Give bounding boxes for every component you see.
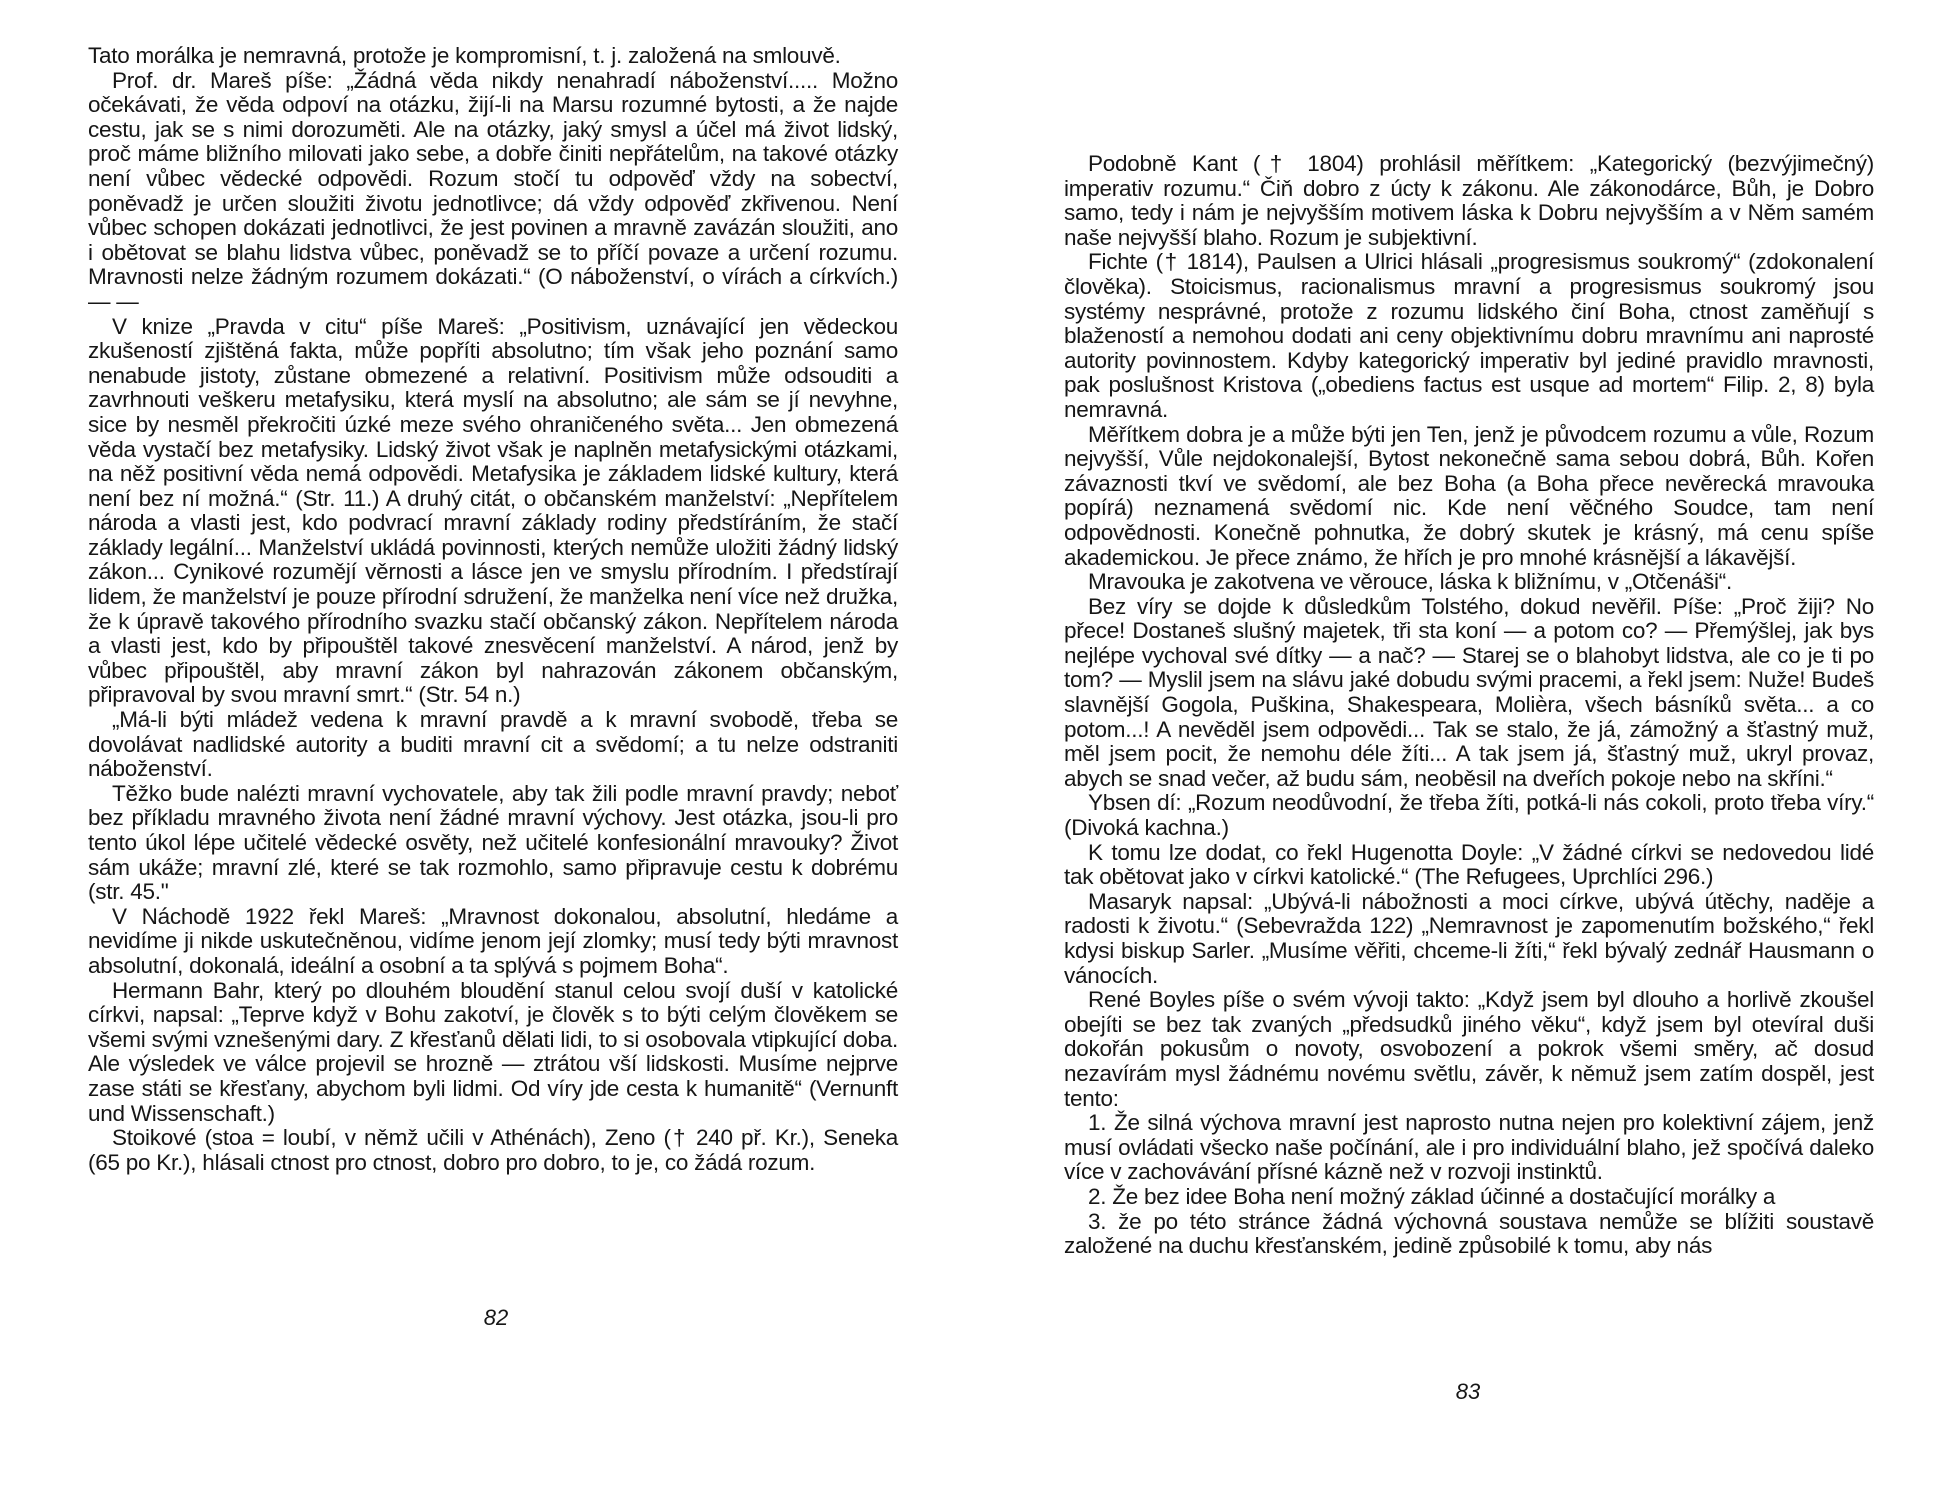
page-number-left: 82 [483, 1305, 509, 1330]
paragraph: Ybsen dí: „Rozum neodůvodní, že třeba žíti, potká-li nás cokoli, proto třeba víry.“ (Divoká kachna.) [1064, 790, 1874, 841]
paragraph: Tato morálka je nemravná, protože je kompromisní, t. j. založená na smlouvě. [88, 43, 841, 68]
list-item: 1. Že silná výchova mravní jest naprosto nutna nejen pro kolektivní zájem, jenž musí ovládati všecko naše počínání, ale i pro individuální blaho, jež spočívá daleko více v zachovávání přísné kázně než v rozvoji instinktů. [1064, 1110, 1874, 1185]
paragraph: K tomu lze dodat, co řekl Hugenotta Doyle: „V žádné církvi se nedovedou lidé tak obětovat jako v církvi katolické.“ (The Refugees, Uprchlíci 296.) [1064, 839, 1874, 890]
paragraph: Fichte († 1814), Paulsen a Ulrici hlásali „progresismus soukromý“ (zdokonalení člověka). Stoicismus, racionalismus mravní a progresismus soukromý jsou systémy nesprávné, protože z rozumu lidského činí Boha, ctnost zaměňují s blažeností a nemohou dodati ani ceny objektivnímu dobru mravnímu ani naprosté autority povinnostem. Kdyby kategorický imperativ byl jediné pravidlo mravnosti, pak poslušnost Kristova („obediens factus est usque ad mortem“ Filip. 2, 8) byla nemravná. [1064, 249, 1874, 422]
paragraph: Mravouka je zakotvena ve věrouce, láska k bližnímu, v „Otčenáši“. [1088, 569, 1733, 595]
paragraph: Těžko bude nalézti mravní vychovatele, aby tak žili podle mravní pravdy; neboť bez příkladu mravného života není žádné mravní výchovy. Jest otázka, jsou-li pro tento úkol lépe učitelé vědecké osvěty, než učitelé konfesionální mravouky? Život sám ukáže; mravní zlé, které se tak rozmohlo, samo připravuje cestu k dobrému (str. 45." [88, 780, 898, 905]
paragraph: René Boyles píše o svém vývoji takto: „Když jsem byl dlouho a horlivě zkoušel obejíti se bez tak zvaných „předsudků jiného věku“, když jsem byl otevíral duši dokořán pokusům o novoty, osvobození a pokrok všemi směry, ač dosud nezavírám mysl žádnému novému světlu, závěr, k němuž jsem zatím dospěl, jest tento: [1064, 987, 1874, 1111]
right-page [1064, 152, 1874, 1259]
paragraph: Masaryk napsal: „Ubývá-li nábožnosti a moci církve, ubývá útěchy, naděje a radosti k životu.“ (Sebevražda 122) „Nemravnost je zapomenutím božského,“ řekl kdysi biskup Sarler. „Musíme věřiti, chceme-li žíti,“ řekl bývalý zednář Hausmann o vánocích. [1064, 888, 1874, 988]
paragraph: Bez víry se dojde k důsledkům Tolstého, dokud nevěřil. Píše: „Proč žiji? No přece! Dostaneš slušný majetek, tři sta koní — a potom co? — Přemýšlej, jak bys nejlépe vychoval své dítky — a nač? — Starej se o blahobyt lidstva, ale co je ti po tom? — Myslil jsem na slávu jaké dobudu svými pracemi, a řekl jsem: Nuže! Budeš slavnější Gogola, Puškina, Shakespeara, Molièra, všech básníků světa... a co potom...! A nevěděl jsem odpovědi... Tak se stalo, že já, zámožný a šťastný muž, měl jsem pocit, že nemohu déle žíti... A tak jsem já, šťastný muž, ukryl provaz, abych se snad večer, až budu sám, neoběsil na dveřích pokoje nebo na skříni.“ [1064, 593, 1874, 791]
paragraph: Hermann Bahr, který po dlouhém bloudění stanul celou svojí duší v katolické církvi, napsal: „Teprve když v Bohu zakotví, je člověk s to býti celým člověkem se všemi svými vznešenými dary. Z křesťanů dělati lidi, to si osobovala vtipkující doba. Ale výsledek ve válce projevil se hrozně — ztrátou vší lidskosti. Musíme nejprve zase státi se křesťany, abychom byli lidmi. Od víry jde cesta k humanitě“ (Vernunft und Wissenschaft.) [88, 977, 898, 1126]
paragraph: Měřítkem dobra je a může býti jen Ten, jenž je původcem rozumu a vůle, Rozum nejvyšší, Vůle nejdokonalejší, Bytost nekonečně sama sebou dobrá, Bůh. Kořen závaznosti tkví ve svědomí, ale bez Boha (a Boha přece nevěrecká mravouka popírá) neznamená svědomí nic. Kde není věčného Soudce, tam není odpovědnosti. Konečně pohnutka, že dobrý skutek je krásný, má cenu spíše akademickou. Je přece známo, že hřích je pro mnohé krásnější a lákavější. [1064, 421, 1874, 570]
page-number-right: 83 [1455, 1379, 1481, 1404]
paragraph: Podobně Kant († 1804) prohlásil měřítkem: „Kategorický (bezvýjimečný) imperativ rozumu.“ Čiň dobro z úcty k zákonu. Ale zákonodárce, Bůh, je Dobro samo, tedy i nám je nejvyšším motivem láska k Dobru nejvyšším a v Něm samém naše nejvyšší blaho. Rozum je subjektivní. [1064, 151, 1874, 250]
list-item: 2. Že bez idee Boha není možný základ účinné a dostačující morálky a [1088, 1183, 1776, 1209]
paragraph: Stoikové (stoa = loubí, v němž učili v Athénách), Zeno († 240 př. Kr.), Seneka (65 po Kr.), hlásali ctnost pro ctnost, dobro pro dobro, to je, co žádá rozum. [88, 1125, 898, 1175]
paragraph: V Náchodě 1922 řekl Mareš: „Mravnost dokonalou, absolutní, hledáme a nevidíme ji nikde uskutečněnou, vidíme jenom její zlomky; musí tedy býti mravnost absolutní, dokonalá, ideální a osobní a ta splývá s pojmem Boha“. [88, 903, 898, 978]
paragraph: Prof. dr. Mareš píše: „Žádná věda nikdy nenahradí náboženství..... Možno očekávati, že věda odpoví na otázku, žijí-li na Marsu rozumné bytosti, a že najde cestu, jak se s nimi dorozuměti. Ale na otázky, jaký smysl a účel má život lidský, proč máme bližního milovati jako sebe, a dobře činiti nepřátelům, na takové otázky není vůbec vědecké odpovědi. Rozum stočí tu odpověď vždy na sobectví, poněvadž je určen sloužiti životu jednotlivce; dá vždy odpověď zkřivenou. Není vůbec schopen dokázati jednotlivci, že jest povinen a mravně zavázán sloužiti, ano i obětovat se blahu lidstva vůbec, poněvadž se to příčí povaze a určení rozumu. Mravnosti nelze žádným rozumem dokázati.“ (O náboženství, o vírách a církvích.) — — [88, 67, 898, 314]
paragraph: „Má-li býti mládež vedena k mravní pravdě a k mravní svobodě, třeba se dovolávat nadlidské autority a buditi mravní cit a svědomí; a tu nelze odstraniti náboženství. [88, 707, 898, 782]
paragraph: V knize „Pravda v citu“ píše Mareš: „Positivism, uznávající jen vědeckou zkušeností zjištěná fakta, může popříti absolutno; tím však jeho poznání samo nenabude jistoty, zůstane obmezené a relativní. Positivism může odsouditi a zavrhnouti veškeru metafysiku, která myslí na absolutno; ale sám se jí nevyhne, sice by nesměl překročiti úzké meze svého ohraničeného světa... Jen obmezená věda vystačí bez metafysiky. Lidský život však je naplněn metafysickými otázkami, na něž positivní věda nemá odpovědi. Metafysika je základem lidské kultury, která není bez ní možná.“ (Str. 11.) A druhý citát, o občanském manželství: „Nepřítelem národa a vlasti jest, kdo podvrací mravní základy rodiny předstíráním, že stačí základy legální... Manželství ukládá povinnosti, kterých nemůže uložiti žádný lidský zákon... Cynikové rozumějí věrnosti a lásce jen ve smyslu přírodním. I předstírají lidem, že manželství je pouze přírodní sdružení, že manželka není více než družka, že k úpravě takového přírodního svazku stačí občanský zákon. Nepřítelem národa a vlasti jest, kdo by připouštěl takové znesvěcení manželství. A národ, jenž by vůbec připouštěl, aby mravní zákon byl nahrazován zákonem občanským, připravoval by svou mravní smrt.“ (Str. 54 n.) [88, 313, 898, 708]
list-item: 3. že po této stránce žádná výchovná soustava nemůže se blížiti soustavě založené na duchu křesťanském, jedině způsobilé k tomu, aby nás [1064, 1208, 1874, 1259]
left-page [88, 44, 898, 1175]
